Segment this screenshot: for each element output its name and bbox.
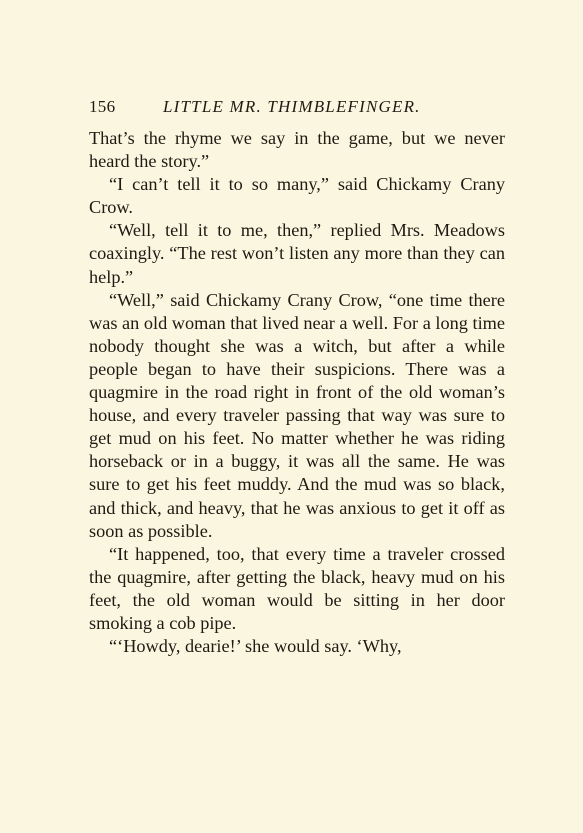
body-text (89, 127, 505, 658)
paragraph-5: “It happened, too, that every time a traveler crossed the quagmire, after getting the black, heavy mud on his feet, the old woman would be sitting in her door smoking a cob pipe. (89, 543, 505, 633)
paragraph-2: “I can’t tell it to so many,” said Chickamy Crany Crow. (89, 174, 505, 218)
paragraph-1: That’s the rhyme we say in the game, but we never heard the story.” (89, 128, 505, 172)
page-number: 156 (89, 97, 116, 116)
page-header (89, 96, 489, 118)
paragraph-6: “‘Howdy, dearie!’ she would say. ‘Why, (109, 636, 402, 657)
paragraph-4: “Well,” said Chickamy Crany Crow, “one time there was an old woman that lived near a well. For a long time nobody thought she was a witch, but after a while people began to have their suspicions. There was a quagmire in the road right in front of the old woman’s house, and every traveler passing that way was sure to get mud on his feet. No matter whether he was riding horseback or in a buggy, it was all the same. He was sure to get his feet muddy. And the mud was so black, and thick, and heavy, that he was anxious to get it off as soon as possible. (89, 289, 505, 541)
paragraph-3: “Well, tell it to me, then,” replied Mrs. Meadows coaxingly. “The rest won’t listen any more than they can help.” (89, 220, 505, 287)
running-title: LITTLE MR. THIMBLEFINGER. (163, 97, 421, 116)
